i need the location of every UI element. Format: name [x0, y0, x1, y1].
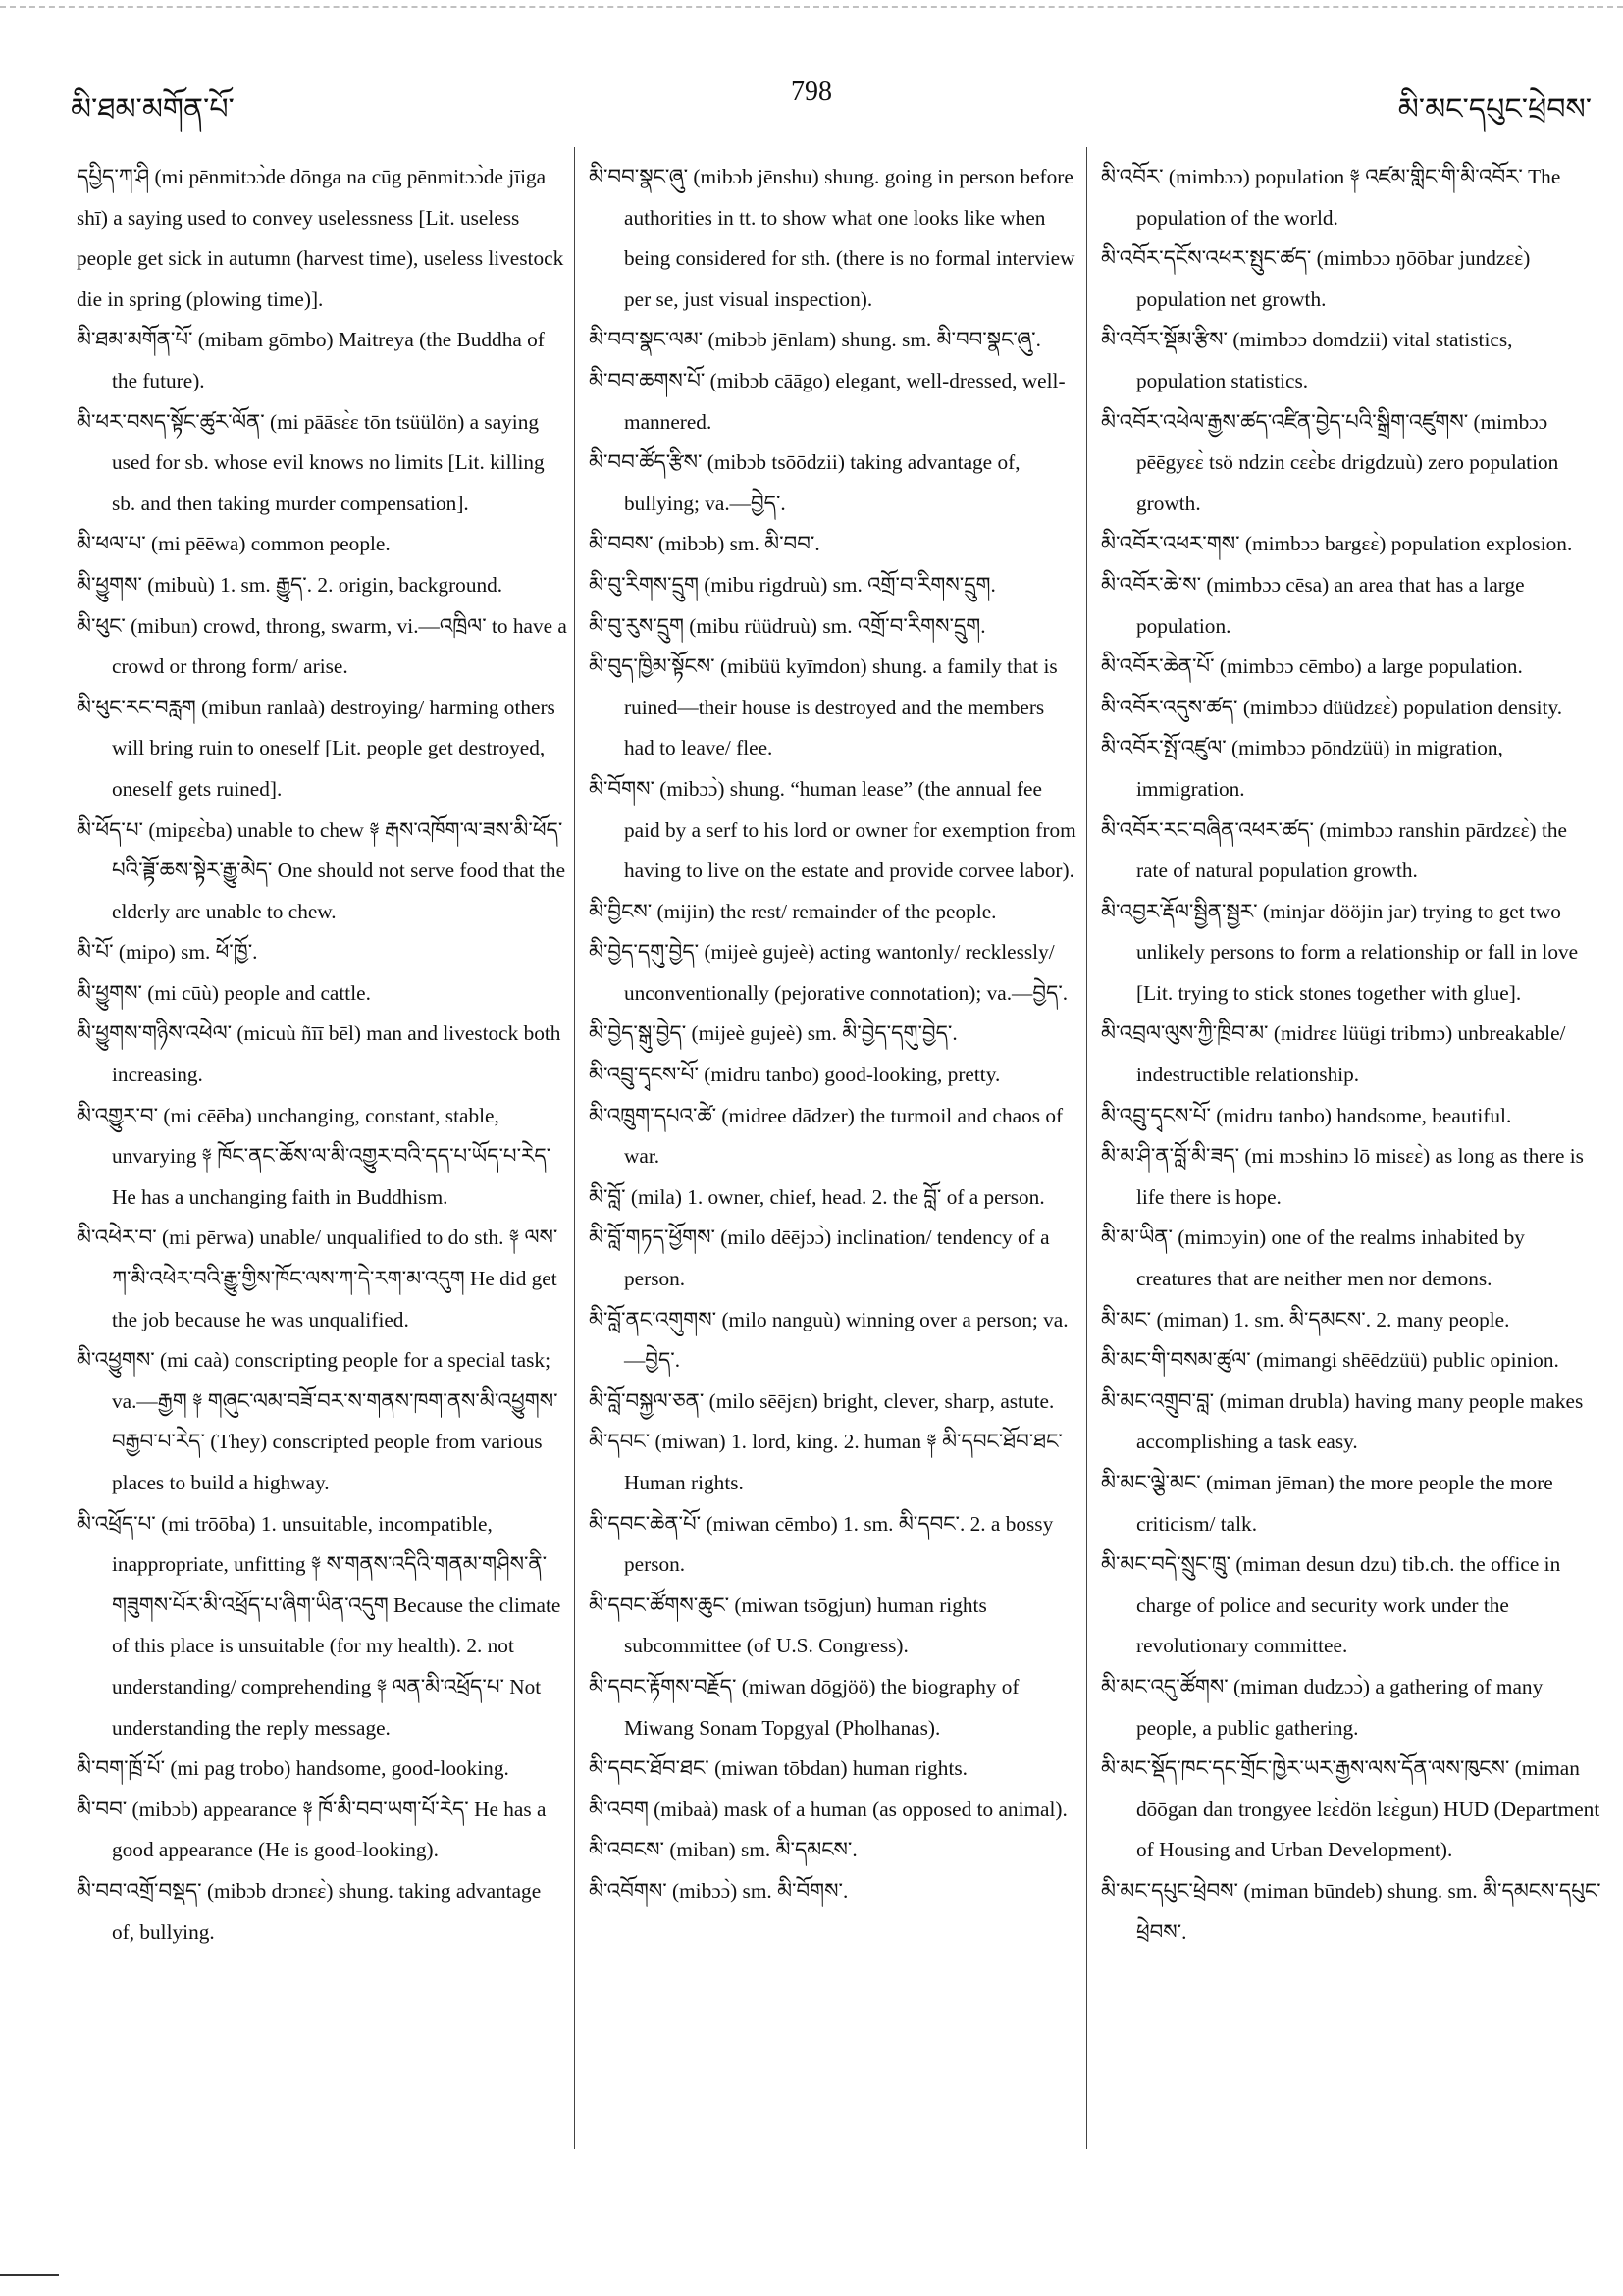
running-head-right: མི་མང་དཔུང་ཕྲེབས་ [1397, 93, 1592, 126]
dictionary-entry: མི་འབོར་སྤོ་འཛུལ་ (mimbɔɔ pōndzüü) in migration, immigration. [1101, 736, 1503, 801]
dictionary-entry: དཔྱིད་ཀ་ཤི (mi pēnmitɔɔ̀de dōnga na cūg pēnmitɔɔ̀de jīiga shī) a saying used to convey uselessness [Lit. useless people get sick in autumn (harvest time), useless livestock die in spring (plowing time)]. [77, 165, 564, 311]
dictionary-entry: མི་འབྲུ་དྭངས་པོ་ (midru tanbo) good-looking, pretty. [589, 1063, 1001, 1087]
dictionary-entry: མི་བྱེད་སྒུ་བྱེད་ (mijeè gujeè) sm. མི་བྱེད་དགུ་བྱེད་. [589, 1021, 958, 1046]
dictionary-entry: མི་བབ་ཚོད་རྩིས་ (mibɔb tsōōdzii) taking advantage of, bullying; va.—བྱེད་. [589, 450, 1021, 515]
dictionary-entry: མི་འབོར་ (mimbɔɔ) population ༈ འཛམ་གླིང་གི་མི་འབོར་ The population of the world. [1101, 165, 1561, 230]
dictionary-entry: མི་བབས་ (mibɔb) sm. མི་བབ་. [589, 532, 820, 556]
dictionary-entry: མི་བོགས་ (mibɔɔ̀) shung. “human lease” (the annual fee paid by a serf to his lord or owner for exemption from having to live on the estate and provide corvee labor). [589, 776, 1076, 883]
dictionary-entry: མི་འབྱར་རྡོལ་སྦྱིན་སྦྱར་ (minjar dööjin jar) trying to get two unlikely persons to form a relationship or fall in love [Lit. trying to stick stones together with glue]. [1101, 899, 1579, 1005]
dictionary-entry: མི་བབ་སྣང་ལམ་ (mibɔb jēnlam) shung. sm. མི་བབ་སྣང་ཞུ་. [589, 328, 1041, 352]
dictionary-entry: མི་པོ་ (mipo) sm. ཕོ་ཁྱོ་. [77, 940, 258, 965]
dictionary-entry: མི་དབང་རྟོགས་བརྗོད་ (miwan dōgjöö) the biography of Miwang Sonam Topgyal (Pholhanas). [589, 1674, 1020, 1740]
dictionary-entry: མི་ཕུང་རང་བརླག (mibun ranlaà) destroying/ harming others will bring ruin to oneself [Lit. people get destroyed, oneself gets ruined]. [77, 695, 555, 801]
dictionary-entry: མི་འབངས་ (miban) sm. མི་དམངས་. [589, 1838, 858, 1862]
dictionary-entry: མི་ཕོད་པ་ (mipɛɛ̀ba) unable to chew ༈ རྒས་འཁོག་ལ་ཟས་མི་ཕོད་པའི་ཟྟོ་ཆས་སྟེར་རྒྱུ་མེད་ One should not serve food that the elderly are unable to chew. [77, 817, 566, 923]
dictionary-entry: མི་ཕར་བསད་སྟོང་ཚུར་ལོན་ (mi pāāsɛ̀ɛ tōn tsüülön) a saying used for sb. whose evil knows no limits [Lit. killing sb. and then taking murder compensation]. [77, 409, 545, 515]
dictionary-entry: མི་མང་སྡོད་ཁང་དང་གྲོང་ཁྱེར་ཡར་རྒྱས་ལས་དོན་ལས་ཁུངས་ (miman dōōgan dan trongyee lɛɛ̀dön lɛɛ̀gun) HUD (Department of Housing and Urban Development). [1101, 1756, 1600, 1862]
dictionary-entry: མི་ཕྱུགས་ (mi cūù) people and cattle. [77, 980, 371, 1005]
dictionary-entry: མི་མང་ (miman) 1. sm. མི་དམངས་. 2. many people. [1101, 1307, 1510, 1331]
dictionary-entry: མི་བྱིངས་ (mijin) the rest/ remainder of the people. [589, 899, 997, 923]
dictionary-entry: མི་བློ་ (mila) 1. owner, chief, head. 2. the བློ་ of a person. [589, 1184, 1045, 1209]
dictionary-entry: མི་བབ་ (mibɔb) appearance ༈ ཁོ་མི་བབ་ཡག་པོ་རེད་ He has a good appearance (He is good-looking). [77, 1797, 547, 1862]
page-number: 798 [791, 77, 832, 107]
column-divider [574, 147, 575, 2149]
dictionary-entry: མི་དབང་ (miwan) 1. lord, king. 2. human ༈ མི་དབང་ཐོབ་ཐང་ Human rights. [589, 1430, 1063, 1494]
footer-rule [0, 2274, 59, 2276]
dictionary-entry: མི་འབོགས་ (mibɔɔ̀) sm. མི་བོགས་. [589, 1878, 849, 1903]
dictionary-entry: མི་བུ་རིགས་དྲུག (mibu rigdruù) sm. འགྲོ་བ་རིགས་དྲུག. [589, 572, 996, 597]
dictionary-entry: མི་ཕུང་ (mibun) crowd, throng, swarm, vi.—འཁྲིལ་ to have a crowd or throng form/ arise. [77, 613, 567, 679]
dictionary-entry: མི་ཐམ་མགོན་པོ་ (mibam gōmbo) Maitreya (the Buddha of the future). [77, 328, 545, 392]
dictionary-entry: མི་འབོར་སྡོམ་རྩིས་ (mimbɔɔ domdzii) vital statistics, population statistics. [1101, 328, 1513, 392]
dictionary-entry: མི་མང་དཔུང་ཕྲེབས་ (miman būndeb) shung. sm. མི་དམངས་དཔུང་ཕྲེབས་. [1101, 1878, 1601, 1944]
dictionary-entry: མི་འབོར་འཕེལ་རྒྱས་ཚད་འཛིན་བྱེད་པའི་སྒྲིག་འཛུགས་ (mimbɔɔ pēēgyɛɛ̀ tsö ndzin cɛɛ̀bɛ drigdzuù) zero population growth. [1101, 409, 1559, 515]
dictionary-entry: མི་མ་ཤི་ན་བློ་མི་ཟད་ (mi mɔshinɔ lō misɛɛ̀) as long as there is life there is hope. [1101, 1144, 1584, 1209]
dictionary-entry: མི་འབོར་ཆེ་ས་ (mimbɔɔ cēsa) an area that has a large population. [1101, 572, 1525, 638]
dictionary-entry: མི་འབོར་ཆེན་པོ་ (mimbɔɔ cēmbo) a large population. [1101, 654, 1523, 679]
dictionary-entry: མི་མང་འདུ་ཚོགས་ (miman dudzɔɔ̀) a gathering of many people, a public gathering. [1101, 1674, 1544, 1740]
dictionary-entry: མི་འཕྱུགས་ (mi caà) conscripting people for a special task; va.—རྒྱག ༈ གཞུང་ལམ་བཟོ་བར་ས་གནས་ཁག་ནས་མི་འཕྱུགས་བརྒྱབ་པ་རེད་ (They) conscripted people from various places to build a highway. [77, 1348, 558, 1494]
running-head-left: མི་ཐམ་མགོན་པོ་ [71, 93, 235, 126]
dictionary-entry: མི་འབོར་འཕར་གས་ (mimbɔɔ bargɛɛ̀) population explosion. [1101, 532, 1573, 556]
column-2 [589, 157, 1079, 1912]
dictionary-entry: མི་འཁྲུག་དཔའ་ཚེ་ (midree dādzer) the turmoil and chaos of war. [589, 1103, 1064, 1169]
dictionary-entry: མི་བློ་གཏད་ཕྱོགས་ (milo dēējɔɔ̀) inclination/ tendency of a person. [589, 1226, 1050, 1291]
dictionary-entry: མི་མང་འགྲུབ་བླ་ (miman drubla) having many people makes accomplishing a task easy. [1101, 1388, 1584, 1454]
dictionary-entry: མི་བྱེད་དགུ་བྱེད་ (mijeè gujeè) acting wantonly/ recklessly/ unconventionally (pejorative connotation); va.—བྱེད་. [589, 940, 1069, 1005]
dictionary-entry: མི་བག་ཁྲོ་པོ་ (mi pag trobo) handsome, good-looking. [77, 1756, 509, 1781]
dictionary-entry: མི་བབ་ཆགས་པོ་ (mibɔb cāāgo) elegant, well-dressed, well-mannered. [589, 368, 1066, 434]
dictionary-entry: མི་ཕྱུགས་གཉིས་འཕེལ་ (micuù ñīī bēl) man and livestock both increasing. [77, 1021, 561, 1087]
scan-edge [0, 6, 1623, 12]
dictionary-entry: མི་བློ་ནང་འགུགས་ (milo nanguù) winning over a person; va.—བྱེད་. [589, 1307, 1069, 1373]
dictionary-entry: མི་འབོར་དངོས་འཕར་སྤུང་ཚད་ (mimbɔɔ ŋōōbar jundzɛɛ̀) population net growth. [1101, 246, 1531, 311]
dictionary-entry: མི་འབོར་རང་བཞིན་འཕར་ཚད་ (mimbɔɔ ranshin pārdzɛɛ̀) the rate of natural population growth. [1101, 817, 1567, 883]
column-divider [1086, 147, 1087, 2149]
dictionary-entry: མི་བློ་བསྐྱལ་ཅན་ (milo sēējɛn) bright, clever, sharp, astute. [589, 1388, 1055, 1413]
dictionary-entry: མི་དབང་ཚོགས་ཆུང་ (miwan tsōgjun) human rights subcommittee (of U.S. Congress). [589, 1592, 987, 1658]
column-3 [1101, 157, 1601, 1953]
dictionary-entry: མི་འཕྲོད་པ་ (mi trōōba) 1. unsuitable, incompatible, inappropriate, unfitting ༈ ས་གནས་འདིའི་གནམ་གཤིས་ནི་གཟུགས་པོར་མི་འཕྲོད་པ་ཞིག་ཡིན་འདུག Because the climate of this place is unsuitable (for my health). 2. not understanding/ comprehending ༈ ལན་མི་འཕྲོད་པ་ Not understanding the reply message. [77, 1511, 561, 1740]
dictionary-entry: མི་འབོར་འདུས་ཚད་ (mimbɔɔ düüdzɛɛ̀) population density. [1101, 695, 1563, 719]
dictionary-entry: མི་དབང་ཆེན་པོ་ (miwan cēmbo) 1. sm. མི་དབང་. 2. a bossy person. [589, 1511, 1054, 1577]
dictionary-entry: མི་བུད་ཁྱིམ་སྟོངས་ (mibüü kyīmdon) shung. a family that is ruined—their house is destroyed and the members had to leave/ flee. [589, 654, 1058, 760]
dictionary-entry: མི་བབ་སྣང་ཞུ་ (mibɔb jēnshu) shung. going in person before authorities in tt. to show what one looks like when being considered for sth. (there is no formal interview per se, just visual inspection). [589, 165, 1075, 311]
dictionary-entry: མི་འགྱུར་བ་ (mi cēēba) unchanging, constant, stable, unvarying ༈ ཁོང་ནང་ཆོས་ལ་མི་འགྱུར་བའི་དད་པ་ཡོད་པ་རེད་ He has a unchanging faith in Buddhism. [77, 1103, 551, 1209]
column-1 [77, 157, 567, 1953]
dictionary-entry: མི་མང་བདེ་སྲུང་ཁྲུ་ (miman desun dzu) tib.ch. the office in charge of police and security work under the revolutionary committee. [1101, 1552, 1561, 1658]
dictionary-entry: མི་འབྲུ་དྭངས་པོ་ (midru tanbo) handsome, beautiful. [1101, 1103, 1512, 1127]
dictionary-entry: མི་བུ་རུས་དྲུག (mibu rüüdruù) sm. འགྲོ་བ་རིགས་དྲུག. [589, 613, 986, 638]
dictionary-entry: མི་དབང་ཐོབ་ཐང་ (miwan tōbdan) human rights. [589, 1756, 968, 1781]
dictionary-entry: མི་མང་གི་བསམ་ཚུལ་ (mimangi shēēdzüü) public opinion. [1101, 1348, 1559, 1373]
dictionary-entry: མི་འབྲལ་ལུས་ཀྱི་ཁྲིབ་མ་ (midrɛɛ lüügi tribmɔ) unbreakable/ indestructible relationship. [1101, 1021, 1566, 1087]
dictionary-entry: མི་ཕྱུགས་ (mibuù) 1. sm. རྒྱུད་. 2. origin, background. [77, 572, 503, 597]
dictionary-entry: མི་འཕེར་བ་ (mi pērwa) unable/ unqualified to do sth. ༈ ལས་ཀ་མི་འཕེར་བའི་རྒྱུ་གྱིས་ཁོང་ལས་ཀ་དེ་རག་མ་འདུག He did get the job because he was unqualified. [77, 1226, 558, 1331]
dictionary-entry: མི་ཕལ་པ་ (mi pēēwa) common people. [77, 532, 391, 556]
dictionary-entry: མི་བབ་འགྲོ་བསྡད་ (mibɔb drɔnɛɛ̀) shung. taking advantage of, bullying. [77, 1878, 542, 1944]
dictionary-entry: མི་མང་ལྕེ་མང་ (miman jēman) the more people the more criticism/ talk. [1101, 1471, 1553, 1536]
dictionary-entry: མི་མ་ཡིན་ (mimɔyin) one of the realms inhabited by creatures that are neither men nor demons. [1101, 1226, 1525, 1291]
dictionary-entry: མི་འབག (mibaà) mask of a human (as opposed to animal). [589, 1797, 1068, 1821]
